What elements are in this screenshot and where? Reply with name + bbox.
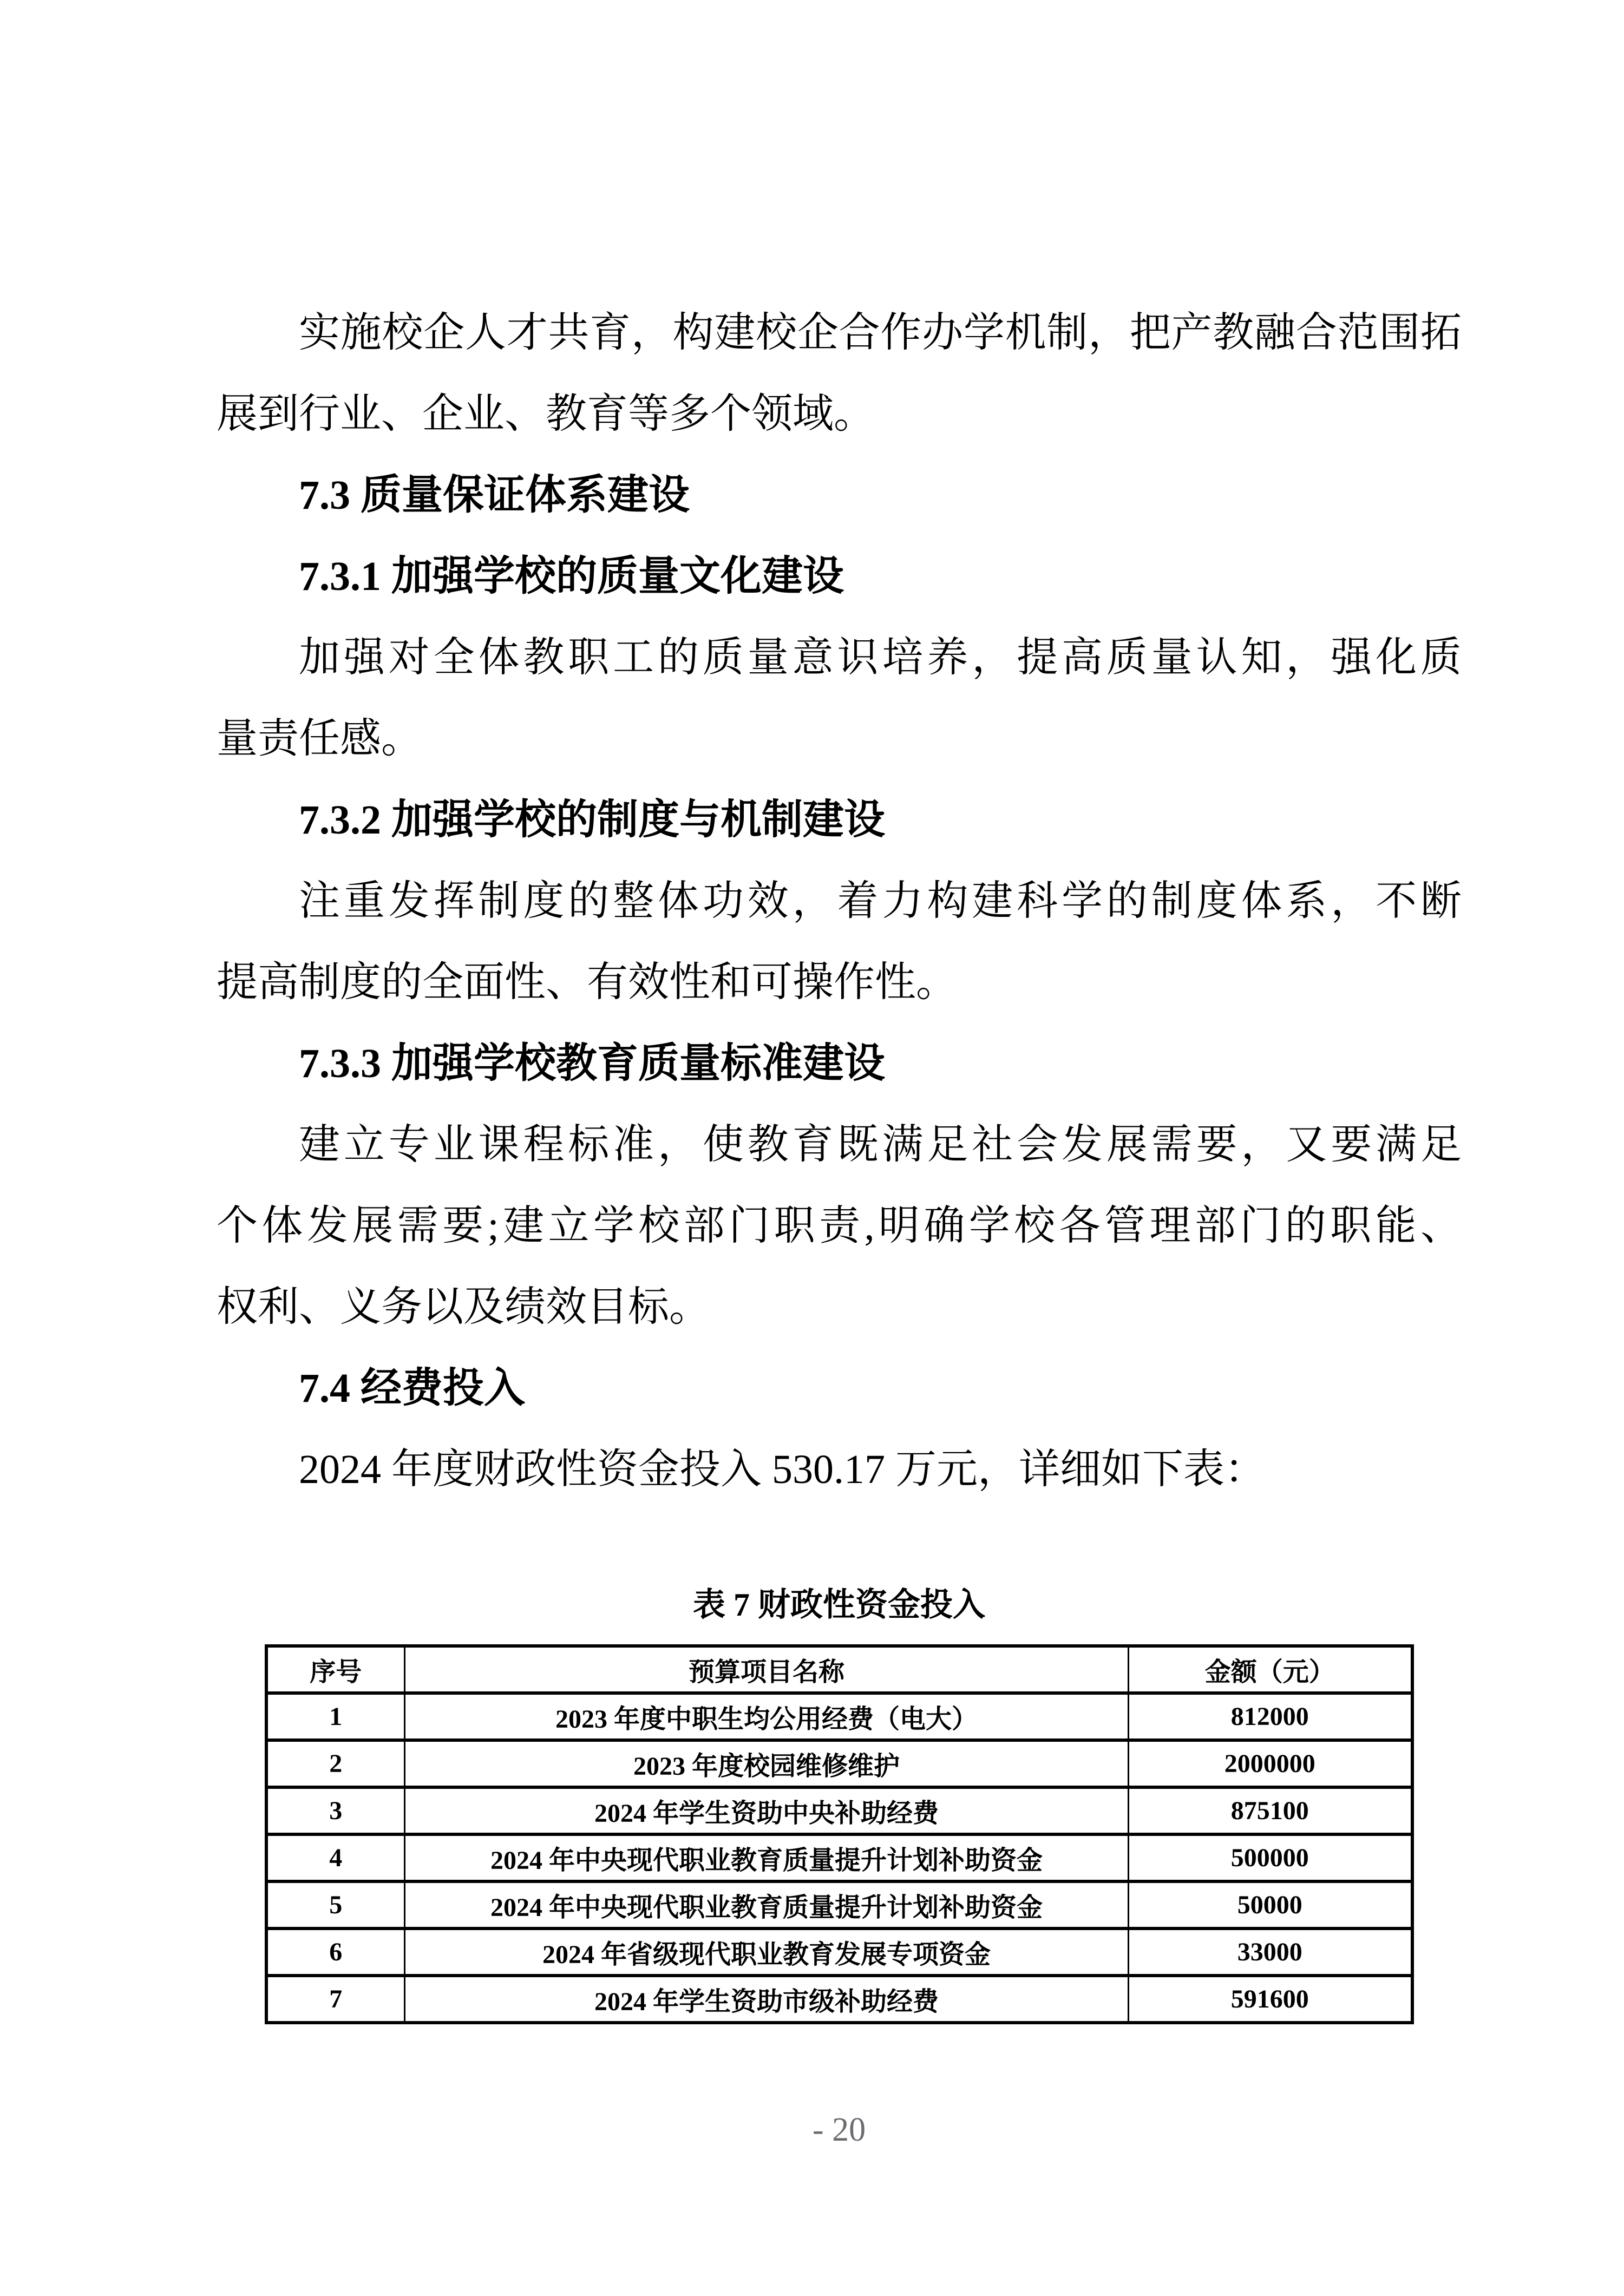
cell-serial: 1	[266, 1693, 405, 1740]
cell-project-name: 2024 年省级现代职业教育发展专项资金	[405, 1928, 1129, 1976]
table-row	[266, 1787, 1412, 1834]
paragraph-line: 建立专业课程标准，使教育既满足社会发展需要，又要满足	[299, 1122, 1462, 1167]
cell-project-name: 2023 年度中职生均公用经费（电大）	[405, 1693, 1129, 1740]
budget-table	[265, 1644, 1414, 2024]
cell-serial: 7	[266, 1976, 405, 2023]
table-caption: 表 7 财政性资金投入	[693, 1587, 985, 1623]
section-heading-7-4: 7.4 经费投入	[299, 1366, 525, 1411]
cell-serial: 5	[266, 1881, 405, 1928]
paragraph-line: 个体发展需要;建立学校部门职责,明确学校各管理部门的职能、	[217, 1203, 1462, 1249]
cell-amount: 2000000	[1129, 1740, 1412, 1787]
paragraph-line: 实施校企人才共育，构建校企合作办学机制，把产教融合范围拓	[299, 310, 1462, 356]
table-row	[266, 1928, 1412, 1976]
cell-project-name: 2024 年中央现代职业教育质量提升计划补助资金	[405, 1881, 1129, 1928]
cell-serial: 6	[266, 1928, 405, 1976]
cell-project-name: 2024 年中央现代职业教育质量提升计划补助资金	[405, 1834, 1129, 1881]
cell-amount: 500000	[1129, 1834, 1412, 1881]
section-heading-7-3-1: 7.3.1 加强学校的质量文化建设	[299, 554, 844, 599]
cell-amount: 812000	[1129, 1693, 1412, 1740]
column-header-serial: 序号	[266, 1646, 405, 1693]
cell-serial: 3	[266, 1787, 405, 1834]
cell-project-name: 2024 年学生资助市级补助经费	[405, 1976, 1129, 2023]
cell-amount: 50000	[1129, 1881, 1412, 1928]
cell-amount: 875100	[1129, 1787, 1412, 1834]
table-row	[266, 1976, 1412, 2023]
table-row	[266, 1693, 1412, 1740]
cell-amount: 33000	[1129, 1928, 1412, 1976]
paragraph-line: 展到行业、企业、教育等多个领域。	[217, 391, 875, 437]
page-number: - 20	[812, 2111, 866, 2148]
cell-serial: 2	[266, 1740, 405, 1787]
paragraph-line: 量责任感。	[217, 716, 422, 762]
section-heading-7-3: 7.3 质量保证体系建设	[299, 473, 690, 518]
section-heading-7-3-3: 7.3.3 加强学校教育质量标准建设	[299, 1041, 885, 1086]
cell-amount: 591600	[1129, 1976, 1412, 2023]
paragraph-line: 提高制度的全面性、有效性和可操作性。	[217, 960, 957, 1005]
paragraph-line: 加强对全体教职工的质量意识培养，提高质量认知，强化质	[299, 635, 1462, 680]
cell-project-name: 2023 年度校园维修维护	[405, 1740, 1129, 1787]
cell-project-name: 2024 年学生资助中央补助经费	[405, 1787, 1129, 1834]
cell-serial: 4	[266, 1834, 405, 1881]
table-row	[266, 1834, 1412, 1881]
table-row	[266, 1740, 1412, 1787]
column-header-amount: 金额（元）	[1129, 1646, 1412, 1693]
section-heading-7-3-2: 7.3.2 加强学校的制度与机制建设	[299, 797, 885, 843]
table-header-row	[266, 1646, 1412, 1693]
column-header-project-name: 预算项目名称	[405, 1646, 1129, 1693]
paragraph-line: 2024 年度财政性资金投入 530.17 万元，详细如下表：	[299, 1447, 1266, 1492]
table-row	[266, 1881, 1412, 1928]
paragraph-line: 注重发挥制度的整体功效，着力构建科学的制度体系，不断	[299, 878, 1462, 924]
paragraph-line: 权利、义务以及绩效目标。	[217, 1284, 710, 1330]
